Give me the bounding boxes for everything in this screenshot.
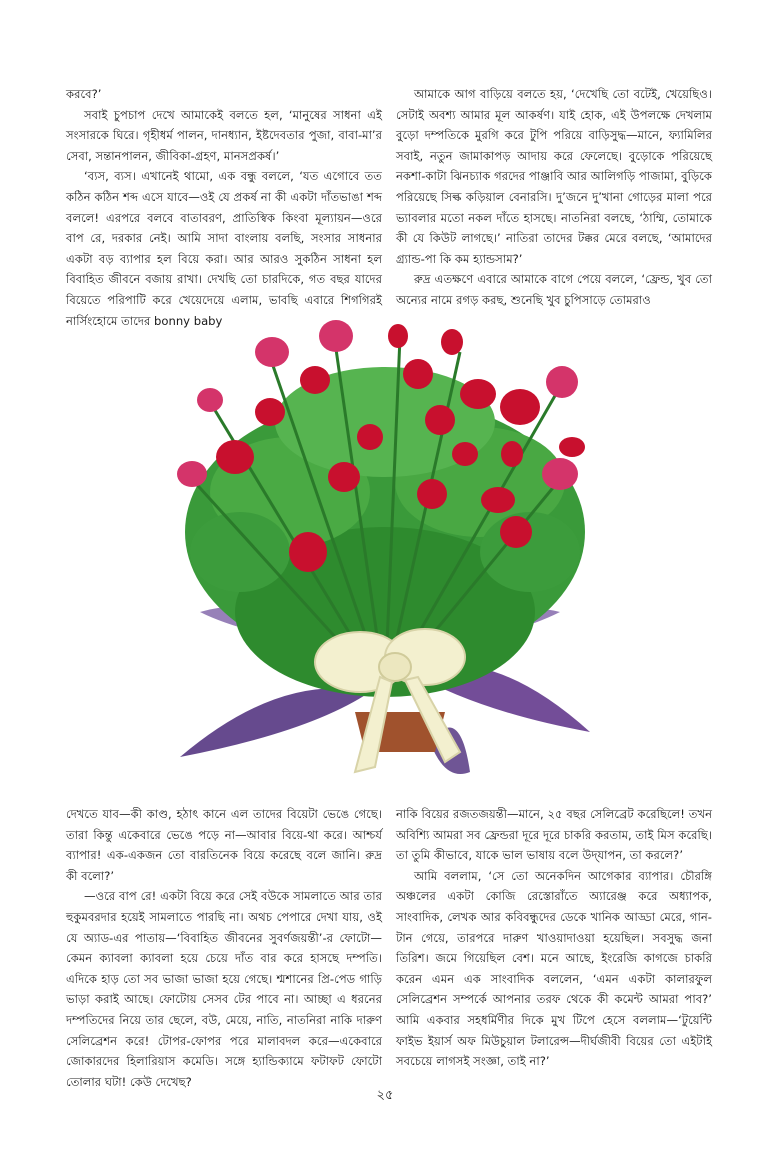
rose-flower [319,320,353,352]
rose-bouquet-image [160,312,610,797]
rose-flower [328,462,360,492]
foliage [190,512,290,592]
rose-flower [388,324,408,348]
rose-flower [452,442,478,466]
rose-flower [255,337,289,367]
rose-flower [559,437,585,457]
rose-flower [197,388,223,412]
rose-flower [216,440,254,474]
rose-flower [481,487,515,513]
text-column-bottom-right [396,804,712,1072]
paragraph: আমাকে আগ বাড়িয়ে বলতে হয়, ‘দেখেছি তো বটেই, খেয়েছিও। সেটাই অবশ্য আমার মূল আকর্ষণ। যাই হোক, এই উপলক্ষে দেখলাম বুড়ো দম্পতিকে মুরগি করে টুপি পরিয়ে বাড়িসুদ্ধ—মানে, ফ্যামিলির সবাই, নতুন জামাকাপড় আদায় করে ফেলেছে। বুড়োকে পরিয়েছে নকশা-কাটা ঝিনচ্যাক গরদের পাঞ্জাবি আর আলিগড়ি পাজামা, বুড়িকে পরিয়েছে সিল্ক কড়িয়াল বেনারসি। দু’জনে দু’খানা গোড়ের মালা পরে ভ্যাবলার মতো নকল দাঁতে হাসছে। নাতনিরা বলছে, ‘ঠাম্মি, তোমাকে কী যে কিউট লাগছে।’ নাতিরা তাদের টক্কর মেরে বলছে, ‘আমাদের গ্র্যান্ড-পা কি কম হ্যান্ডসাম?’ [396,87,712,266]
rose-flower [441,329,463,355]
text-column-bottom-left [66,804,382,1092]
rose-flower [542,458,578,490]
rose-flower [417,479,447,509]
paragraph: করবে?’ [66,87,102,101]
page-number: ২৫ [376,1088,394,1103]
rose-flower [289,532,327,572]
paragraph: সবাই চুপচাপ দেখে আমাকেই বলতে হল, ‘মানুষের সাধনা এই সংসারকে ঘিরে। গৃহীধর্ম পালন, দানধ্যান, ইষ্টদেবতার পুজা, বাবা-মা’র সেবা, সন্তানপালন, জীবিকা-গ্রহণ, মানসপ্রকর্ষ।’ [66,107,382,163]
rose-bouquet-illustration [160,312,610,797]
rose-flower [403,359,433,389]
purple-leaf [180,688,370,757]
paragraph: —ওরে বাপ রে! একটা বিয়ে করে সেই বউকে সামলাতে আর তার হুকুমবরদার হয়েই সামলাতে পারছি না। অথচ পেপারে দেখা যায়, ওই যে অ্যাড-এর পাতায়—‘বিবাহিত জীবনের সুবর্ণজয়ন্তী’-র ফোটো—কেমন ক্যাবলা ক্যাবলা হয়ে চেয়ে দাঁত বার করে হাসছে দম্পতি। এদিকে হাড় তো সব ভাজা ভাজা হয়ে গেছে। শ্মশানের প্রি-পেড গাড়ি ভাড়া করাই আছে। ফোটোয় সেসব টের পাবে না। আচ্ছা এ ধরনের দম্পতিদের নিয়ে তার ছেলে, বউ, মেয়ে, নাতি, নাতনিরা নাকি দারুণ সেলিব্রেশন করে! টোপর-ফোপর পরে মালাবদল করে—একেবারে জোকারদের হিলারিয়াস কমেডি। সঙ্গে হ্যান্ডিক্যামে ফটাফট ফোটো তোলার ঘটা! কেউ দেখেছ? [66,889,382,1089]
rose-flower [255,398,285,426]
rose-flower [177,461,207,487]
rose-flower [357,424,383,450]
paragraph: আমি বললাম, ‘সে তো অনেকদিন আগেকার ব্যাপার। চৌরঙ্গি অঞ্চলের একটা কোজি রেস্তোরাঁতে অ্যারেঞ্জ করে অধ্যাপক, সাংবাদিক, লেখক আর কবিবন্ধুদের ডেকে খানিক আড্ডা মেরে, গান-টান গেয়ে, তারপরে দারুণ খাওয়াদাওয়া হয়েছিল। সবসুদ্ধ জনা তিরিশ। জমে গিয়েছিল বেশ। মনে আছে, ইংরেজি কাগজে চাকরি করেন এমন এক সাংবাদিক বললেন, ‘এমন একটা কালারফুল সেলিব্রেশন সম্পর্কে আপনার তরফ থেকে কী কমেন্ট আমরা পাব?’ আমি একবার সহধর্মিণীর দিকে মুখ টিপে হেসে বললাম—‘টুয়েন্টি ফাইভ ইয়ার্স অফ মিউচুয়াল টলারেন্স—দীর্ঘজীবী বিয়ের তো এইটাই সবচেয়ে লাগসই সংজ্ঞা, তাই না?’ [396,868,712,1069]
rose-flower [300,366,330,394]
paragraph: রুদ্র এতক্ষণে এবারে আমাকে বাগে পেয়ে বললে, ‘ফ্রেন্ড, খুব তো অন্যের নামে রগড় করছ, শুনেছি খুব চুপিসাড়ে তোমরাও [396,272,712,307]
text-column-top-right [396,84,712,311]
rose-flower [546,366,578,398]
paragraph: নাকি বিয়ের রজতজয়ন্তী—মানে, ২৫ বছর সেলিব্রেট করেছিলে! তখন অবিশ্যি আমরা সব ফ্রেন্ডরা দূরে দূরে চাকরি করতাম, তাই মিস করেছি। তা তুমি কীভাবে, যাকে ভাল ভাষায় বলে উদ্‌যাপন, তা করলে?’ [396,807,712,863]
rose-flower [425,405,455,435]
text-column-top-left [66,84,382,331]
rose-flower [501,441,523,467]
paragraph: দেখতে যাব—কী কাণ্ড, হঠাৎ কানে এল তাদের বিয়েটা ভেঙে গেছে। তারা কিন্তু একেবারে ভেঙে পড়ে না—আবার বিয়ে-থা করে। আশ্চর্য ব্যাপার! এক-একজন তো বারতিনেক বিয়ে করেছে বলে জানি। রুদ্র কী বলো?’ [66,807,382,883]
rose-flower [460,379,496,409]
foliage [480,512,580,592]
rose-flower [500,516,532,548]
rose-flower [500,389,540,425]
paragraph: ‘ব্যস, ব্যস। এখানেই থামো, এক বন্ধু বললে, ‘যত এগোবে তত কঠিন কঠিন শব্দ এসে যাবে—ওই যে প্রকর্ষ না কী একটা দাঁতভাঙা শব্দ বললে! এরপরে বলবে বাতাবরণ, প্রাতিস্বিক কিংবা মূল্যায়ন—ওরে বাপ রে, দরকার নেই। আমি সাদা বাংলায় বলছি, সংসার সাধনার একটা বড় ব্যাপার হল বিয়ে করা। আর আরও সুকঠিন সাধনা হল বিবাহিত জীবনে বজায় রাখা। দেখছি তো চারদিকে, গত বছর যাদের বিয়েতে পরিপাটি করে খেয়েদেয়ে এলাম, ভাবছি এবারে শিগগিরই নার্সিংহোমে তাদের bonny baby [66,169,382,328]
